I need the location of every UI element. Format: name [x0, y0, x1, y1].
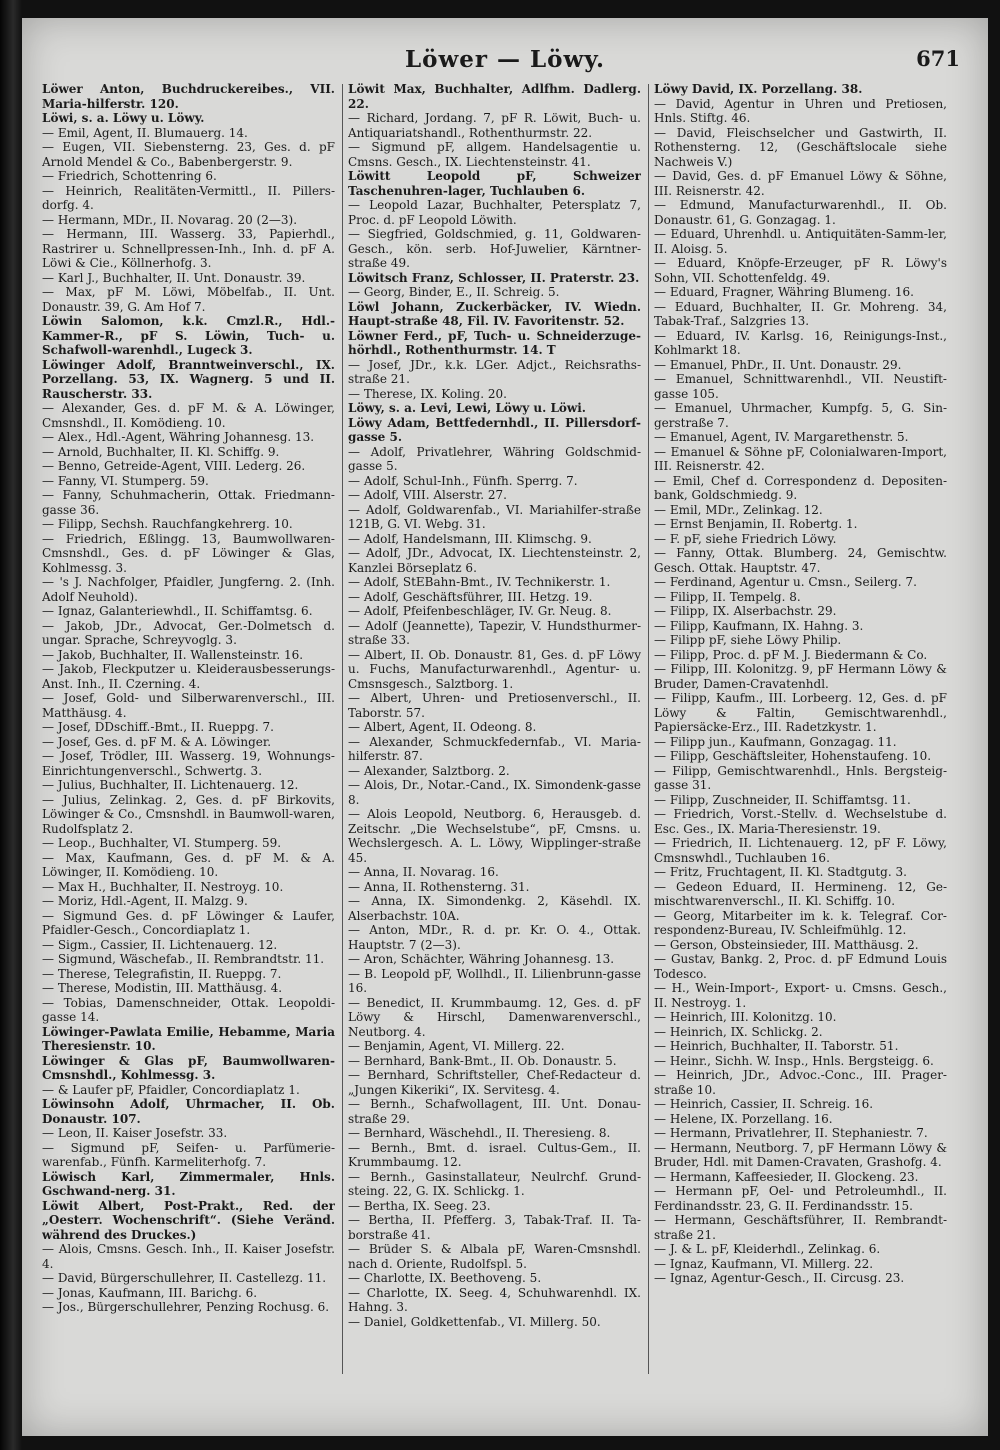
directory-entry: — Eduard, Uhrenhdl. u. Antiquitäten-Samm-ler, II. Aloisg. 5. — [654, 227, 947, 256]
directory-entry: — Friedrich, II. Lichtenauerg. 12, pF F. Löwy, Cmsnswhdl., Tuchlauben 16. — [654, 836, 947, 865]
directory-entry: — Eduard, Buchhalter, II. Gr. Mohreng. 34, Tabak-Traf., Salzgries 13. — [654, 299, 947, 328]
directory-entry: — Bertha, IX. Seeg. 23. — [348, 1198, 491, 1213]
directory-entry: — Anton, MDr., R. d. pr. Kr. O. 4., Ottak. Hauptstr. 7 (2—3). — [348, 923, 641, 952]
directory-entry: — Bernhard, Schriftsteller, Chef-Redacteur d. „Jungen Kikeriki“, IX. Servitesg. 4. — [348, 1068, 641, 1097]
directory-entry: — Ferdinand, Agentur u. Cmsn., Seilerg. 7. — [654, 575, 917, 589]
directory-entry: — Moriz, Hdl.-Agent, II. Malzg. 9. — [42, 894, 248, 908]
directory-entry: — Anna, II. Rothensterng. 31. — [348, 879, 530, 894]
directory-entry: — Josef, JDr., k.k. LGer. Adjct., Reichsraths-straße 21. — [348, 357, 641, 386]
directory-entry: Löwy David, IX. Porzellang. 38. — [654, 82, 863, 96]
directory-entry: Löwitsch Franz, Schlosser, II. Praterstr. 23. — [348, 270, 640, 285]
directory-entry: — Benno, Getreide-Agent, VIII. Lederg. 26. — [42, 459, 306, 473]
directory-entry: — F. pF, siehe Friedrich Löwy. — [654, 531, 837, 546]
directory-entry: — Helene, IX. Porzellang. 16. — [654, 1111, 833, 1126]
directory-entry: — Alois, Cmsns. Gesch. Inh., II. Kaiser Josefstr. 4. — [42, 1242, 335, 1271]
directory-entry: — Arnold, Buchhalter, II. Kl. Schiffg. 9. — [42, 444, 280, 459]
directory-entry: — Filipp, Gemischtwarenhdl., Hnls. Bergsteig-gasse 31. — [654, 763, 947, 792]
directory-entry: — Josef, DDschiff.-Bmt., II. Rueppg. 7. — [42, 720, 274, 734]
directory-entry: Löwit Albert, Post-Prakt., Red. der „Oesterr. Wochenschrift“. (Siehe Veränd. während des Druckes.) — [42, 1198, 335, 1242]
directory-entry: — Adolf, StEBahn-Bmt., IV. Technikerstr. 1. — [348, 575, 611, 589]
directory-entry: — Adolf (Jeannette), Tapezir, V. Hundsthurmer-straße 33. — [348, 618, 641, 647]
directory-entry: — Filipp, Geschäftsleiter, Hohenstaufeng. 10. — [654, 749, 932, 763]
directory-entry: — Bernhard, Wäschehdl., II. Theresieng. 8. — [348, 1126, 611, 1140]
directory-entry: — Hermann, MDr., II. Novarag. 20 (2—3). — [42, 212, 298, 227]
directory-entry: — Friedrich, Vorst.-Stellv. d. Wechselstube d. Esc. Ges., IX. Maria-Theresienstr. 19. — [654, 807, 947, 836]
directory-entry: — Jonas, Kaufmann, III. Barichg. 6. — [42, 1285, 258, 1300]
directory-entry: — Alexander, Schmuckfedernfab., VI. Maria-hilferstr. 87. — [348, 734, 641, 763]
directory-entry: — Adolf, Pfeifenbeschläger, IV. Gr. Neug. 8. — [348, 604, 612, 618]
directory-entry: — Friedrich, Schottenring 6. — [42, 169, 217, 183]
directory-entry: — Albert, Uhren- und Pretiosenverschl., II. Taborstr. 57. — [348, 691, 641, 720]
directory-entry: Löwl Johann, Zuckerbäcker, IV. Wiedn. Haupt-straße 48, Fil. IV. Favoritenstr. 52. — [348, 299, 641, 328]
directory-entry: — Brüder S. & Albala pF, Waren-Cmsnshdl. nach d. Oriente, Rudolfspl. 5. — [348, 1242, 641, 1271]
directory-entry: — Filipp, Proc. d. pF M. J. Biedermann & Co. — [654, 647, 928, 662]
directory-entry: — Eduard, IV. Karlsg. 16, Reinigungs-Inst., Kohlmarkt 18. — [654, 328, 947, 357]
directory-entry: — Richard, Jordang. 7, pF R. Löwit, Buch- u. Antiquariatshandl., Rothenthurmstr. 22. — [348, 111, 641, 140]
directory-entry: — Bernh., Schafwollagent, III. Unt. Donau-straße 29. — [348, 1097, 641, 1126]
directory-entry: — Hermann pF, Oel- und Petroleumhdl., II. Ferdinandsstr. 23, G. II. Ferdinandsstr. 15. — [654, 1184, 947, 1213]
directory-entry: — Emanuel, Uhrmacher, Kumpfg. 5, G. Sin-gerstraße 7. — [654, 401, 947, 430]
directory-entry: — Alexander, Salztborg. 2. — [348, 763, 510, 778]
directory-entry: — Heinrich, Realitäten-Vermittl., II. Pillers-dorfg. 4. — [42, 183, 335, 212]
directory-entry: — Heinrich, III. Kolonitzg. 10. — [654, 1010, 837, 1024]
directory-entry: — Josef, Gold- und Silberwarenverschl., III. Matthäusg. 4. — [42, 691, 335, 720]
directory-entry: — & Laufer pF, Pfaidler, Concordiaplatz 1. — [42, 1082, 300, 1097]
directory-entry: — Therese, Telegrafistin, II. Rueppg. 7. — [42, 966, 282, 981]
directory-entry: — Therese, Modistin, III. Matthäusg. 4. — [42, 981, 283, 995]
directory-entry: — Alois Leopold, Neutborg. 6, Herausgeb. d. Zeitschr. „Die Wechselstube“, pF, Cmsns. u. Wechslergesch. A. L. Löwy, Wipplinger-straße 45. — [348, 807, 641, 865]
directory-entry: Löwisch Karl, Zimmermaler, Hnls. Gschwand-nerg. 31. — [42, 1169, 335, 1198]
directory-entry: — David, Agentur in Uhren und Pretiosen, Hnls. Stiftg. 46. — [654, 96, 947, 125]
directory-entry: — Eduard, Fragner, Währing Blumeng. 16. — [654, 285, 914, 299]
directory-entry: — Friedrich, Eßlingg. 13, Baumwollwaren-Cmsnshdl., Ges. d. pF Löwinger & Glas, Kohlmessg. 3. — [42, 531, 335, 575]
directory-entry: — Adolf, Schul-Inh., Fünfh. Sperrg. 7. — [348, 473, 578, 488]
directory-entry: — Filipp, IX. Alserbachstr. 29. — [654, 604, 837, 618]
directory-entry: — Julius, Zelinkag. 2, Ges. d. pF Birkovits, Löwinger & Co., Cmsnshdl. in Baumwoll-waren, Rudolfsplatz 2. — [42, 792, 335, 836]
directory-entry: — Edmund, Manufacturwarenhdl., II. Ob. Donaustr. 61, G. Gonzagag. 1. — [654, 198, 947, 227]
directory-entry: — Emil, MDr., Zelinkag. 12. — [654, 502, 823, 517]
scan-edge — [0, 0, 22, 1450]
directory-entry: — Sigmund, Wäschefab., II. Rembrandtstr. 11. — [42, 952, 325, 966]
directory-entry: — Sigmund pF, allgem. Handelsagentie u. Cmsns. Gesch., IX. Liechtensteinstr. 41. — [348, 140, 641, 169]
directory-entry: — Eduard, Knöpfe-Erzeuger, pF R. Löwy's Sohn, VII. Schottenfeldg. 49. — [654, 256, 947, 285]
directory-entry: — Fanny, Ottak. Blumberg. 24, Gemischtw. Gesch. Ottak. Hauptstr. 47. — [654, 546, 947, 575]
directory-entry: — Filipp pF, siehe Löwy Philip. — [654, 633, 842, 647]
directory-entry: — H., Wein-Import-, Export- u. Cmsns. Gesch., II. Nestroyg. 1. — [654, 981, 947, 1010]
directory-entry: Löwer Anton, Buchdruckereibes., VII. Maria-hilferstr. 120. — [42, 82, 335, 111]
directory-entry: — Alois, Dr., Notar.-Cand., IX. Simondenk-gasse 8. — [348, 778, 641, 807]
directory-entry: — Bernh., Gasinstallateur, Neulrchf. Grund-steing. 22, G. IX. Schlickg. 1. — [348, 1169, 641, 1198]
directory-entry: — David, Fleischselcher und Gastwirth, II. Rothensterng. 12, (Geschäftslocale siehe Nachweis V.) — [654, 125, 947, 169]
running-title: Löwer — Löwy. — [404, 46, 606, 73]
directory-entry: Löwitt Leopold pF, Schweizer Taschenuhren-lager, Tuchlauben 6. — [348, 169, 641, 198]
directory-entry: — Emil, Agent, II. Blumauerg. 14. — [42, 125, 248, 140]
directory-entry: — Hermann, Kaffeesieder, II. Glockeng. 23. — [654, 1169, 919, 1184]
directory-entry: — Julius, Buchhalter, II. Lichtenauerg. 12. — [42, 778, 299, 792]
directory-entry: — Daniel, Goldkettenfab., VI. Millerg. 50. — [348, 1314, 601, 1329]
directory-entry: — Filipp, II. Tempelg. 8. — [654, 589, 801, 604]
directory-entry: — Sigm., Cassier, II. Lichtenauerg. 12. — [42, 937, 278, 952]
directory-entry: — Emanuel & Söhne pF, Colonialwaren-Import, III. Reisnerstr. 42. — [654, 444, 947, 473]
directory-entry: — Alex., Hdl.-Agent, Währing Johannesg. 13. — [42, 430, 315, 444]
directory-entry: — Jakob, Fleckputzer u. Kleiderausbesserungs-Anst. Inh., II. Czerning. 4. — [42, 662, 335, 691]
directory-entry: — Filipp, Kaufm., III. Lorbeerg. 12, Ges. d. pF Löwy & Faltin, Gemischtwarenhdl., Papiersäcke-Erz., III. Radetzkystr. 1. — [654, 691, 947, 734]
directory-entry: — Josef, Ges. d. pF M. & A. Löwinger. — [42, 734, 272, 749]
directory-entry: — Max, Kaufmann, Ges. d. pF M. & A. Löwinger, II. Komödieng. 10. — [42, 850, 335, 879]
column-divider — [342, 84, 343, 1374]
directory-entry: — Anna, II. Novarag. 16. — [348, 865, 499, 879]
directory-entry: — Adolf, VIII. Alserstr. 27. — [348, 488, 507, 502]
directory-entry: — Eugen, VII. Siebensterng. 23, Ges. d. pF Arnold Mendel & Co., Babenbergerstr. 9. — [42, 140, 335, 169]
directory-entry: — Albert, Agent, II. Odeong. 8. — [348, 720, 537, 734]
directory-entry: — Heinr., Sichh. W. Insp., Hnls. Bergsteigg. 6. — [654, 1053, 934, 1068]
directory-entry: — Heinrich, IX. Schlickg. 2. — [654, 1024, 823, 1039]
directory-entry: — Karl J., Buchhalter, II. Unt. Donaustr. 39. — [42, 270, 306, 285]
directory-entry: — Ignaz, Agentur-Gesch., II. Circusg. 23. — [654, 1271, 905, 1285]
page-header — [22, 44, 988, 84]
directory-entry: Löwi, s. a. Löwy u. Löwy. — [42, 111, 205, 125]
directory-entry: — Emanuel, PhDr., II. Unt. Donaustr. 29. — [654, 357, 902, 372]
directory-entry: — Leop., Buchhalter, VI. Stumperg. 59. — [42, 836, 282, 850]
directory-entry: Löwinger-Pawlata Emilie, Hebamme, Maria Theresienstr. 10. — [42, 1024, 335, 1053]
directory-entry: — Benjamin, Agent, VI. Millerg. 22. — [348, 1039, 565, 1053]
directory-entry: — Heinrich, JDr., Advoc.-Conc., III. Prager-straße 10. — [654, 1068, 947, 1097]
directory-entry: Löwner Ferd., pF, Tuch- u. Schneiderzuge-hörhdl., Rothenthurmstr. 14. T — [348, 328, 641, 357]
directory-entry: — Hermann, Privatlehrer, II. Stephaniestr. 7. — [654, 1126, 928, 1140]
directory-entry: — Ernst Benjamin, II. Robertg. 1. — [654, 517, 858, 531]
directory-entry: — Gedeon Eduard, II. Hermineng. 12, Ge-mischtwarenverschl., II. Kl. Schiffg. 10. — [654, 879, 947, 908]
directory-entry: — Adolf, Goldwarenfab., VI. Mariahilfer-straße 121B, G. VI. Webg. 31. — [348, 502, 641, 531]
directory-entry: — David, Ges. d. pF Emanuel Löwy & Söhne, III. Reisnerstr. 42. — [654, 169, 947, 198]
directory-entry: — Tobias, Damenschneider, Ottak. Leopoldi-gasse 14. — [42, 995, 335, 1024]
directory-entry: — 's J. Nachfolger, Pfaidler, Jungferng. 2. (Inh. Adolf Neuhold). — [42, 575, 335, 604]
directory-entry: — Bertha, II. Pfefferg. 3, Tabak-Traf. II. Ta-borstraße 41. — [348, 1213, 641, 1242]
column-1 — [42, 82, 335, 1382]
directory-entry: — Leon, II. Kaiser Josefstr. 33. — [42, 1126, 228, 1140]
directory-entry: — Emanuel, Schnittwarenhdl., VII. Neustift-gasse 105. — [654, 372, 947, 401]
directory-columns — [42, 82, 952, 1382]
directory-entry: — Adolf, Privatlehrer, Währing Goldschmid-gasse 5. — [348, 444, 641, 473]
directory-entry: — Fritz, Fruchtagent, II. Kl. Stadtgutg. 3. — [654, 865, 907, 879]
directory-entry: — Max H., Buchhalter, II. Nestroyg. 10. — [42, 879, 284, 894]
directory-entry: — Max, pF M. Löwi, Möbelfab., II. Unt. Donaustr. 39, G. Am Hof 7. — [42, 285, 335, 314]
directory-entry: — Filipp, Kaufmann, IX. Hahng. 3. — [654, 618, 864, 633]
directory-entry: — Georg, Binder, E., II. Schreig. 5. — [348, 285, 560, 299]
directory-entry: — Emil, Chef d. Correspondenz d. Depositen-bank, Goldschmiedg. 9. — [654, 473, 947, 502]
column-divider — [648, 84, 649, 1374]
directory-entry: — Bernhard, Bank-Bmt., II. Ob. Donaustr. 5. — [348, 1053, 617, 1068]
directory-entry: — Ignaz, Galanteriewhdl., II. Schiffamtsg. 6. — [42, 604, 313, 618]
directory-entry: — Sigmund pF, Seifen- u. Parfümerie-warenfab., Fünfh. Karmeliterhofg. 7. — [42, 1140, 335, 1169]
directory-entry: Löwy, s. a. Levi, Lewi, Löwy u. Löwi. — [348, 401, 586, 415]
directory-entry: — J. & L. pF, Kleiderhdl., Zelinkag. 6. — [654, 1242, 881, 1256]
column-3 — [654, 82, 947, 1382]
directory-entry: — Filipp jun., Kaufmann, Gonzagag. 11. — [654, 734, 897, 749]
directory-entry: — Emanuel, Agent, IV. Margarethenstr. 5. — [654, 430, 909, 444]
directory-entry: — Jakob, Buchhalter, II. Wallensteinstr. 16. — [42, 647, 304, 662]
directory-entry: — Therese, IX. Koling. 20. — [348, 386, 507, 401]
directory-entry: — Jos., Bürgerschullehrer, Penzing Rochusg. 6. — [42, 1300, 330, 1314]
directory-entry: — Leopold Lazar, Buchhalter, Petersplatz 7, Proc. d. pF Leopold Löwith. — [348, 198, 641, 227]
directory-entry: Löwinger & Glas pF, Baumwollwaren-Cmsnshdl., Kohlmessg. 3. — [42, 1053, 335, 1082]
directory-entry: — B. Leopold pF, Wollhdl., II. Lilienbrunn-gasse 16. — [348, 966, 641, 995]
directory-entry: — Anna, IX. Simondenkg. 2, Käsehdl. IX. Alserbachstr. 10A. — [348, 894, 641, 923]
directory-page — [22, 18, 988, 1436]
column-2 — [348, 82, 641, 1382]
directory-entry: — Fanny, VI. Stumperg. 59. — [42, 473, 209, 488]
directory-entry: Löwit Max, Buchhalter, Adlfhm. Dadlerg. 22. — [348, 82, 641, 111]
directory-entry: — Georg, Mitarbeiter im k. k. Telegraf. Cor-respondenz-Bureau, IV. Schleifmühlg. 12. — [654, 908, 947, 937]
directory-entry: — Albert, II. Ob. Donaustr. 81, Ges. d. pF Löwy u. Fuchs, Manufacturwarenhdl., Agentur- u. Cmsnsgesch., Salztborg. 1. — [348, 647, 641, 691]
directory-entry: — Ignaz, Kaufmann, VI. Millerg. 22. — [654, 1256, 874, 1271]
directory-entry: Löwy Adam, Bettfedernhdl., II. Pillersdorf-gasse 5. — [348, 415, 641, 444]
directory-entry: — Alexander, Ges. d. pF M. & A. Löwinger, Cmsnshdl., II. Komödieng. 10. — [42, 401, 335, 430]
directory-entry: Löwin Salomon, k.k. Cmzl.R., Hdl.-Kammer-R., pF S. Löwin, Tuch- u. Schafwoll-warenhdl., Lugeck 3. — [42, 314, 335, 357]
directory-entry: — Filipp, Zuschneider, II. Schiffamtsg. 11. — [654, 792, 911, 807]
directory-entry: — Gustav, Bankg. 2, Proc. d. pF Edmund Louis Todesco. — [654, 952, 947, 981]
directory-entry: — Heinrich, Cassier, II. Schreig. 16. — [654, 1097, 874, 1111]
page-number: 671 — [916, 46, 960, 71]
directory-entry: — Aron, Schächter, Währing Johannesg. 13. — [348, 952, 615, 966]
directory-entry: — Adolf, Geschäftsführer, III. Hetzg. 19. — [348, 589, 593, 604]
directory-entry: — Hermann, Geschäftsführer, II. Rembrandt-straße 21. — [654, 1213, 947, 1242]
directory-entry: — Fanny, Schuhmacherin, Ottak. Friedmann-gasse 36. — [42, 488, 335, 517]
directory-entry: — Adolf, JDr., Advocat, IX. Liechtensteinstr. 2, Kanzlei Börseplatz 6. — [348, 546, 641, 575]
directory-entry: — Filipp, III. Kolonitzg. 9, pF Hermann Löwy & Bruder, Damen-Cravatenhdl. — [654, 662, 947, 691]
directory-entry: Löwinger Adolf, Branntweinverschl., IX. Porzellang. 53, IX. Wagnerg. 5 und II. Rauscherstr. 33. — [42, 357, 335, 401]
directory-entry: — Filipp, Sechsh. Rauchfangkehrerg. 10. — [42, 517, 293, 531]
directory-entry: — Gerson, Obsteinsieder, III. Matthäusg. 2. — [654, 937, 919, 952]
directory-entry: — Adolf, Handelsmann, III. Klimschg. 9. — [348, 531, 592, 546]
directory-entry: — Bernh., Bmt. d. israel. Cultus-Gem., II. Krummbaumg. 12. — [348, 1140, 641, 1169]
directory-entry: — Hermann, Neutborg. 7, pF Hermann Löwy & Bruder, Hdl. mit Damen-Cravaten, Grashofg. 4. — [654, 1140, 947, 1169]
directory-entry: Löwinsohn Adolf, Uhrmacher, II. Ob. Donaustr. 107. — [42, 1097, 335, 1126]
directory-entry: — Sigmund Ges. d. pF Löwinger & Laufer, Pfaidler-Gesch., Concordiaplatz 1. — [42, 908, 335, 937]
directory-entry: — Benedict, II. Krummbaumg. 12, Ges. d. pF Löwy & Hirschl, Damenwarenverschl., Neutborg. 4. — [348, 995, 641, 1039]
directory-entry: — Siegfried, Goldschmied, g. 11, Goldwaren-Gesch., kön. serb. Hof-Juwelier, Kärntner-straße 49. — [348, 227, 641, 270]
directory-entry: — Charlotte, IX. Beethoveng. 5. — [348, 1271, 542, 1285]
directory-entry: — Charlotte, IX. Seeg. 4, Schuhwarenhdl. IX. Hahng. 3. — [348, 1285, 641, 1314]
directory-entry: — Hermann, III. Wasserg. 33, Papierhdl., Rastrirer u. Schnellpressen-Inh., Inh. d. pF A. Löwi & Cie., Köllnerhofg. 3. — [42, 227, 335, 270]
directory-entry: — Josef, Trödler, III. Wasserg. 19, Wohnungs-Einrichtungenverschl., Schwertg. 3. — [42, 749, 335, 778]
directory-entry: — David, Bürgerschullehrer, II. Castellezg. 11. — [42, 1271, 327, 1285]
directory-entry: — Jakob, JDr., Advocat, Ger.-Dolmetsch d. ungar. Sprache, Schreyvoglg. 3. — [42, 618, 335, 647]
directory-entry: — Heinrich, Buchhalter, II. Taborstr. 51. — [654, 1039, 899, 1053]
